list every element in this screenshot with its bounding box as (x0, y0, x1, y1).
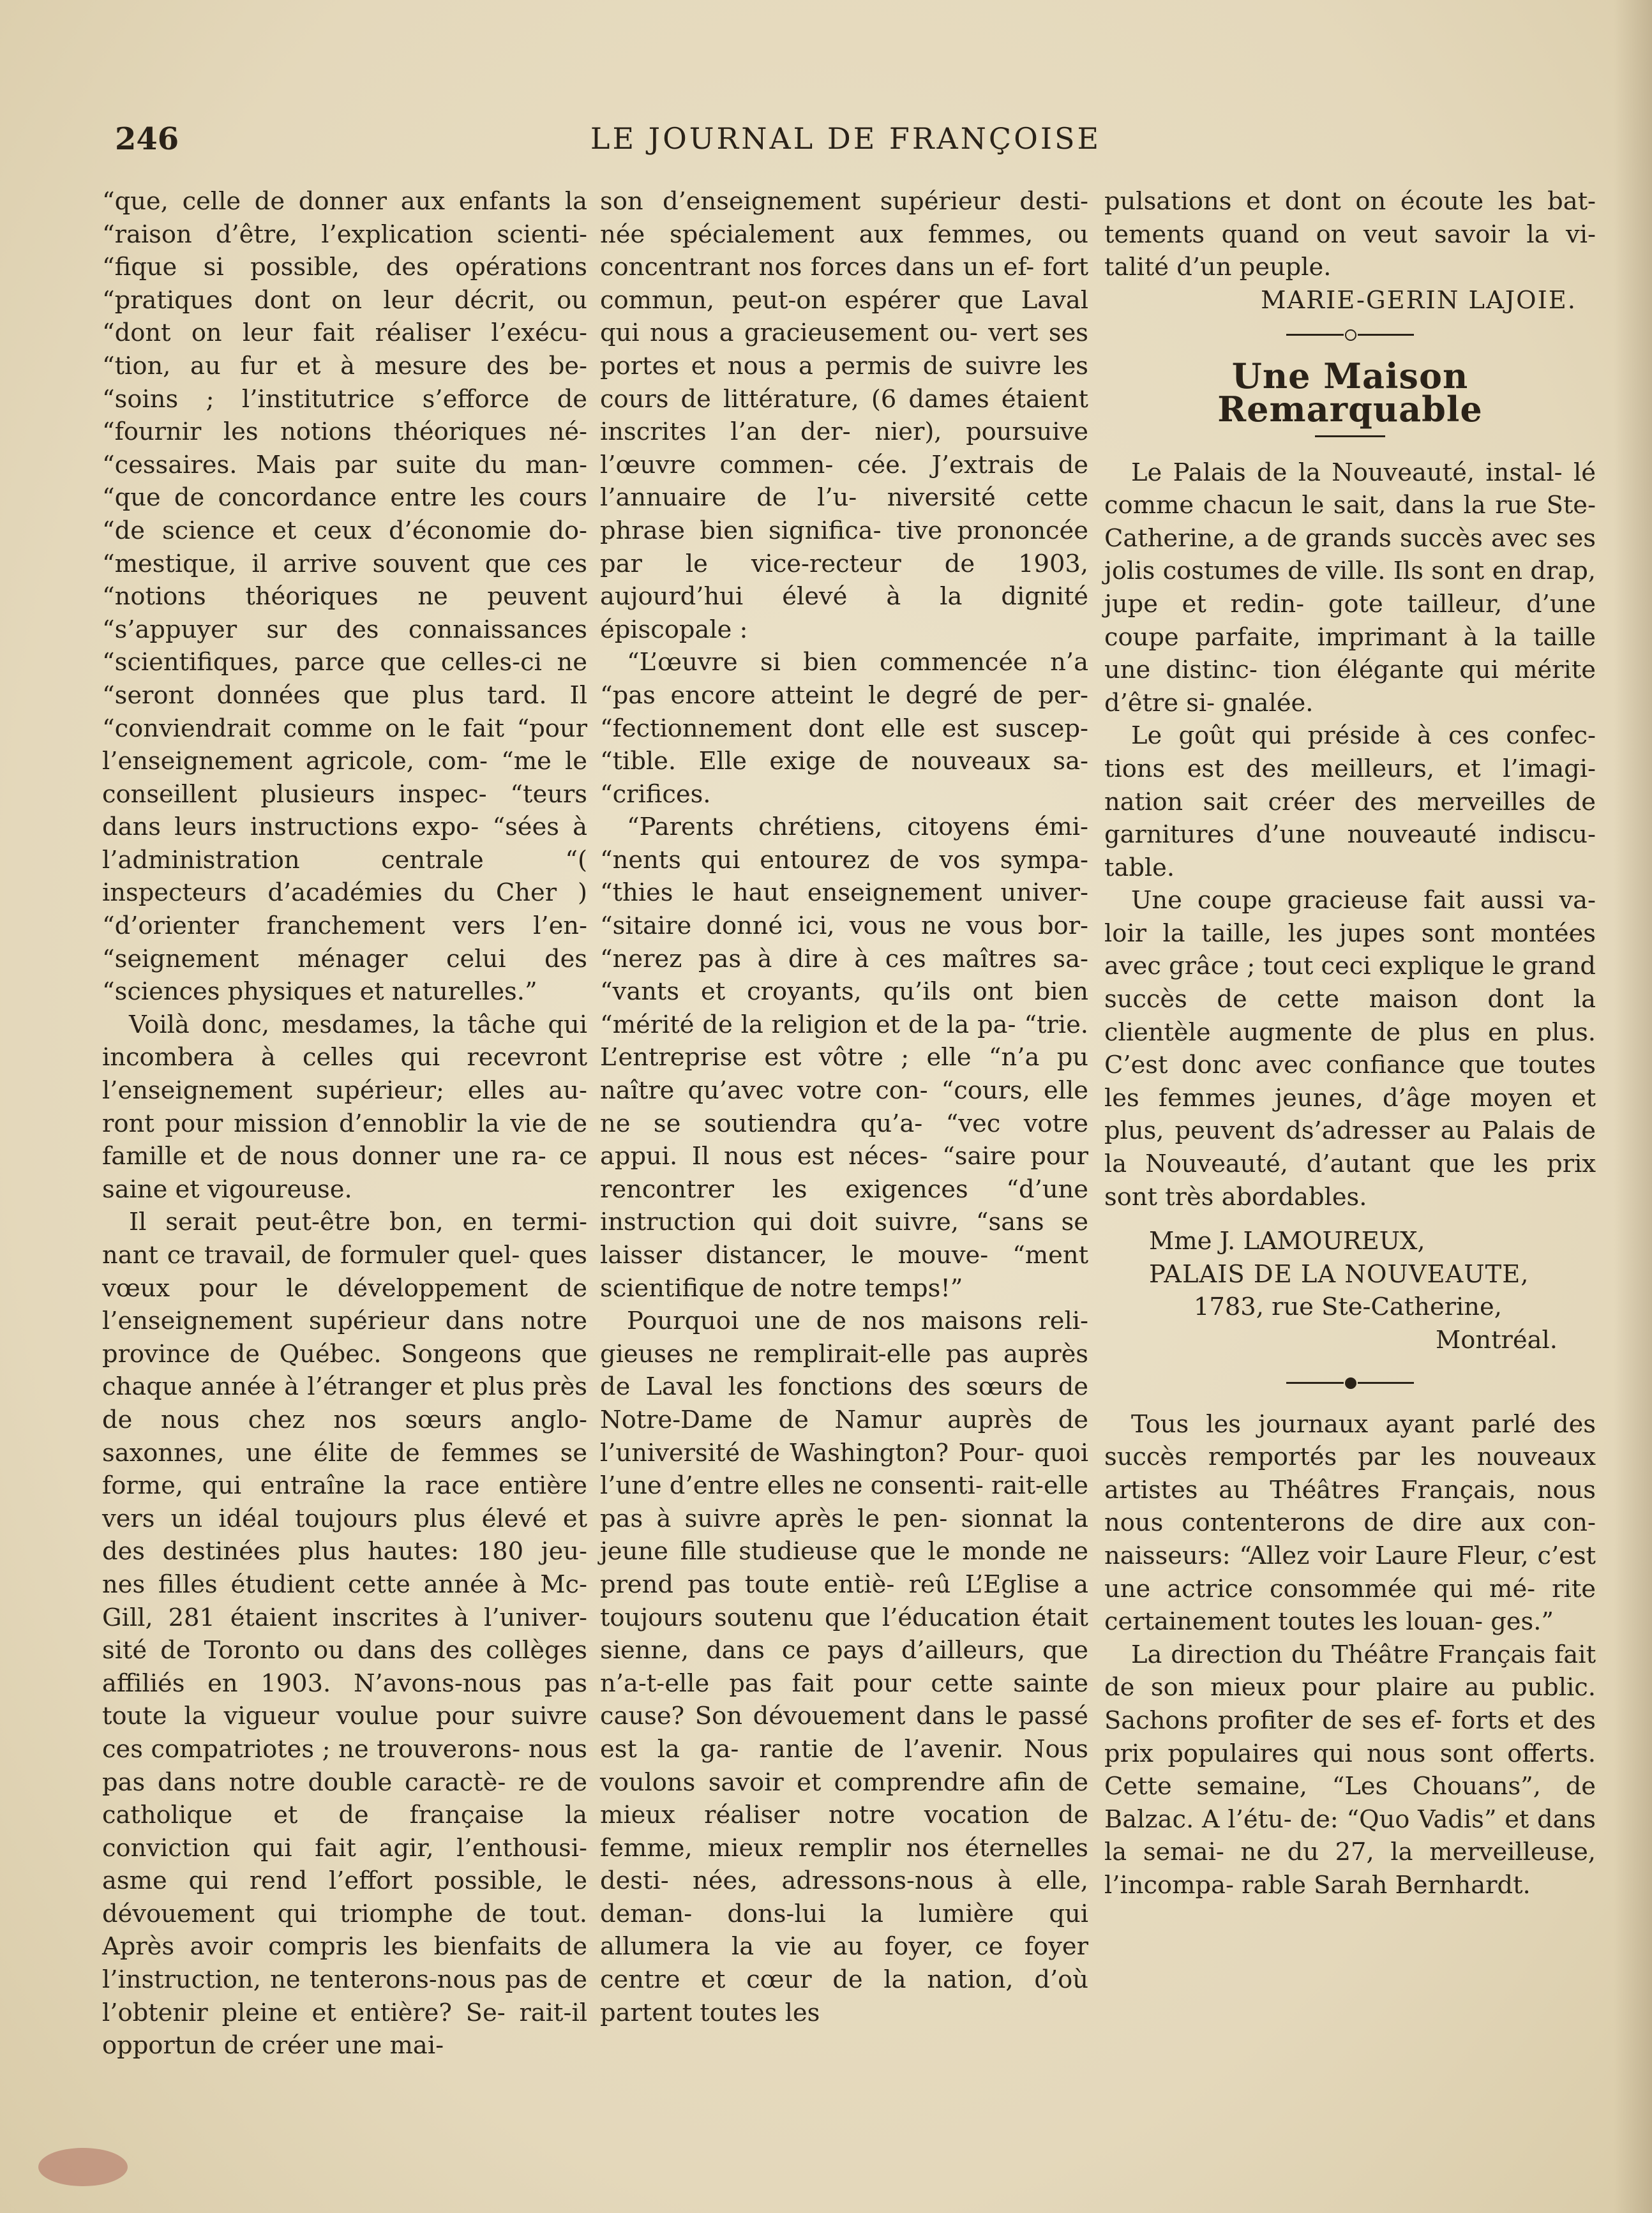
column-3-paragraph: Le goût qui préside à ces confec- tions est des meilleurs, et l’imagi- nation sait créer des merveilles de garnitures d’une nouveauté indiscu- table. (1104, 721, 1596, 882)
column-2-paragraph: son d’enseignement supérieur desti- née spécialement aux femmes, ou concentrant nos forces dans un ef- fort commun, peut-on espérer que Laval qui nous a gracieusement ou- vert ses portes et nous a permis de suivre les cours de littérature, (6 dames étaient inscrites l’an der- nier), poursuive l’œuvre commen- cée. J’extrais de l’annuaire de l’u- niversité cette phrase bien significa- tive prononcée par le vice-recteur de 1903, aujourd’hui élevé à la dignité épiscopale : (600, 187, 1088, 644)
column-2-paragraph: “Parents chrétiens, citoyens émi- “nents qui entourez de vos sympa- “thies le haut enseignement univer- “sitaire donné ici, vous ne vous bor- “nerez pas à dire à ces maîtres sa- “vants et croyants, qu’ils ont bien “mérité de la religion et de la pa- “trie. L’entreprise est vôtre ; elle “n’a pu naître qu’avec votre con- “cours, elle ne se soutiendra qu’a- “vec votre appui. Il nous est néces- “saire pour rencontrer les exigences “d’une instruction qui doit suivre, “sans se laisser distancer, le mouve- “ment scientifique de notre temps!” (600, 813, 1088, 1303)
section-title: Une Maison Remarquable (1217, 356, 1483, 430)
column-3-paragraph: Une coupe gracieuse fait aussi va- loir la taille, les jupes sont montées avec grâce ; tout ceci explique le grand succès de cette maison dont la clientèle augmente de plus en plus. C’est donc avec confiance que toutes les femmes jeunes, d’âge moyen et plus, peuvent ds’adresser au Palais de la Nouveauté, d’autant que les prix sont très abordables. (1104, 886, 1596, 1212)
address-name: Mme J. LAMOUREUX, (1149, 1227, 1425, 1256)
column-3 (1104, 185, 1596, 1902)
address-street: 1783, rue Ste-Catherine, (1194, 1293, 1502, 1322)
column-3-paragraph: Tous les journaux ayant parlé des succès remportés par les nouveaux artistes au Théâtres Français, nous nous contenterons de dire aux con- naisseurs: “Allez voir Laure Fleur, c’est une actrice consommée qui mé- rite certainement toutes les louan- ges.” (1104, 1409, 1596, 1637)
column-1 (102, 185, 587, 2062)
address-city: Montréal. (1435, 1326, 1558, 1354)
column-3-paragraph: Le Palais de la Nouveauté, instal- lé comme chacun le sait, dans la rue Ste-Catherine, a de grands succès avec ses jolis costumes de ville. Ils sont en drap, jupe et redin- gote tailleur, d’une coupe parfaite, imprimant à la taille une distinc- tion élégante qui mérite d’être si- gnalée. (1104, 458, 1596, 717)
advertiser-address (1104, 1225, 1596, 1356)
column-1-paragraph: “que, celle de donner aux enfants la “raison d’être, l’explication scienti- “fique si possible, des opérations “pratiques dont on leur décrit, ou “dont on leur fait réaliser l’exécu- “tion, au fur et à mesure des be- “soins ; l’institutrice s’efforce de “fournir les notions théoriques né- “cessaires. Mais par suite du man- “que de concordance entre les cours “de science et ceux d’économie do- “mestique, il arrive souvent que ces “notions théoriques ne peuvent “s’appuyer sur des connaissances “scientifiques, parce que celles-ci ne “seront données que plus tard. Il “conviendrait comme on le fait “pour l’enseignement agricole, com- “me le conseillent plusieurs inspec- “teurs dans leurs instructions expo- “sées à l’administration centrale “( inspecteurs d’académies du Cher ) “d’orienter franchement vers l’en- “seignement ménager celui des “sciences physiques et naturelles.” (102, 187, 587, 1007)
page-number: 246 (115, 121, 179, 157)
paper-stain (38, 2148, 128, 2186)
column-2-paragraph: Pourquoi une de nos maisons reli- gieuses ne remplirait-elle pas auprès de Laval les fonctions des sœurs de Notre-Dame de Namur auprès de l’université de Washington? Pour- quoi l’une d’entre elles ne consenti- rait-elle pas à suivre après le pen- sionnat la jeune fille studieuse que le monde ne prend pas toute entiè- reû L’Eglise a toujours soutenu que l’éducation était sienne, dans ce pays d’ailleurs, que n’a-t-elle pas fait pour cette sainte cause? Son dévouement dans le passé est la ga- rantie de l’avenir. Nous voulons savoir et comprendre afin de mieux réaliser notre vocation de femme, mieux remplir nos éternelles desti- nées, adressons-nous à elle, deman- dons-lui la lumière qui allumera la vie au foyer, ce foyer centre et cœur de la nation, d’où partent toutes les (600, 1307, 1088, 2027)
title-rule (1315, 435, 1385, 437)
column-1-paragraph: Voilà donc, mesdames, la tâche qui incombera à celles qui recevront l’enseignement supérieur; elles au- ront pour mission d’ennoblir la vie de famille et de nous donner une ra- ce saine et vigoureuse. (102, 1010, 587, 1204)
page-header (96, 121, 1596, 166)
column-2 (600, 185, 1088, 2029)
journal-title: LE JOURNAL DE FRANÇOISE (590, 121, 1102, 156)
divider-ornament (1286, 322, 1414, 347)
column-3-intro: pulsations et dont on écoute les bat- tements quand on veut savoir la vi- talité d’un peuple. (1104, 187, 1596, 282)
page-edge-shadow (1614, 0, 1652, 2213)
divider-ornament (1286, 1370, 1414, 1395)
column-3-paragraph: La direction du Théâtre Français fait de son mieux pour plaire au public. Sachons profiter de ses ef- forts et des prix populaires qui nous sont offerts. Cette semaine, “Les Chouans”, de Balzac. A l’étu- de: “Quo Vadis” et dans la semai- ne du 27, la merveilleuse, l’incompa- rable Sarah Bernhardt. (1104, 1640, 1596, 1900)
author-signature: MARIE-GERIN LAJOIE. (1261, 285, 1577, 315)
address-business: PALAIS DE LA NOUVEAUTE, (1149, 1259, 1529, 1289)
column-1-paragraph: Il serait peut-être bon, en termi- nant ce travail, de formuler quel- ques vœux pour le développement de l’enseignement supérieur dans notre province de Québec. Songeons que chaque année à l’étranger et plus près de nous chez nos sœurs anglo- saxonnes, une élite de femmes se forme, qui entraîne la race entière vers un idéal toujours plus élevé et des destinées plus hautes: 180 jeu- nes filles étudient cette année à Mc- Gill, 281 étaient inscrites à l’univer- sité de Toronto ou dans des collèges affiliés en 1903. N’avons-nous pas toute la vigueur voulue pour suivre ces compatriotes ; ne trouverons- nous pas dans notre double caractè- re de catholique et de française la conviction qui fait agir, l’enthousi- asme qui rend l’effort possible, le dévouement qui triomphe de tout. Après avoir compris les bienfaits de l’instruction, ne tenterons-nous pas de l’obtenir pleine et entière? Se- rait-il opportun de créer une mai- (102, 1208, 587, 2060)
column-2-paragraph: “L’œuvre si bien commencée n’a “pas encore atteint le degré de per- “fectionnement dont elle est suscep- “tible. Elle exige de nouveaux sa- “crifices. (600, 648, 1088, 809)
